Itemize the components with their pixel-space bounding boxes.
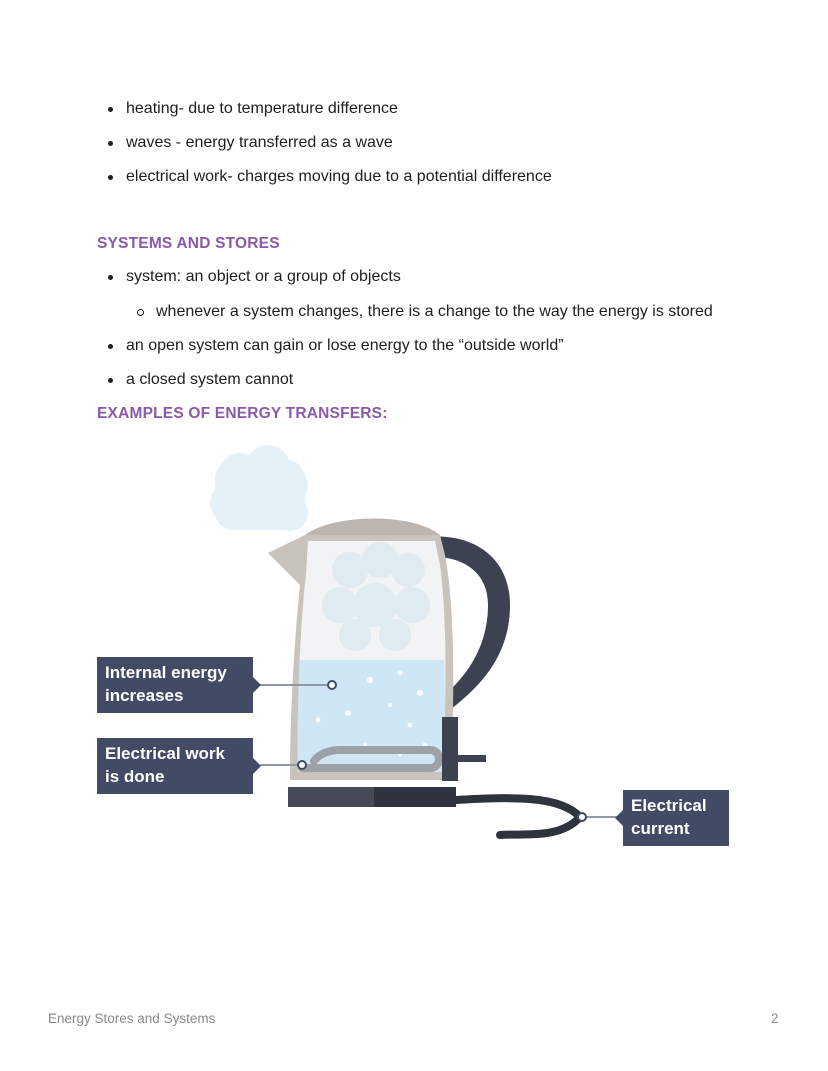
hollow-bullet-icon (137, 309, 144, 316)
kettle-switch (442, 717, 458, 781)
kettle-diagram (90, 445, 740, 855)
footer-title: Energy Stores and Systems (48, 1011, 216, 1026)
internal-energy-label: Internal energy increases (97, 657, 253, 713)
kettle-lid (305, 518, 440, 535)
electrical-current-label: Electrical current (623, 790, 729, 846)
electrical-work-label: Electrical work is done (97, 738, 253, 794)
bullet-icon (108, 344, 113, 349)
page-number: 2 (771, 1011, 779, 1026)
bullet-icon (108, 141, 113, 146)
bullet-icon (108, 275, 113, 280)
bullet-icon (108, 378, 113, 383)
bullet-icon (108, 175, 113, 180)
bullet-icon (108, 107, 113, 112)
steam-icon (210, 445, 308, 531)
systems-heading: SYSTEMS AND STORES (97, 235, 280, 252)
power-cable (456, 798, 580, 835)
examples-heading: EXAMPLES OF ENERGY TRANSFERS: (97, 405, 388, 422)
